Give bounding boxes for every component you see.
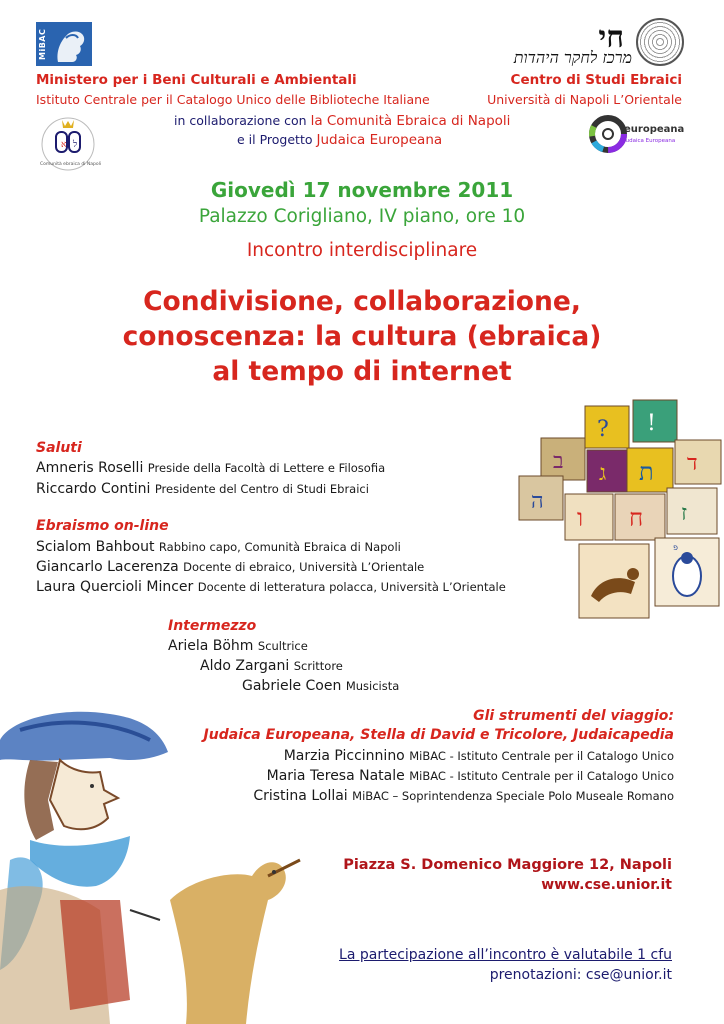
ministry-subtitle: Istituto Centrale per il Catalogo Unico delle Biblioteche Italiane	[36, 92, 430, 107]
letter-block	[519, 476, 563, 520]
letter-block	[655, 538, 719, 606]
strumenti-person-2	[267, 766, 674, 786]
person-name: Maria Teresa Natale	[266, 768, 405, 784]
event-date: Giovedì 17 novembre 2011	[210, 178, 514, 202]
svg-text:ת: ת	[639, 458, 654, 486]
cse-title: Centro di Studi Ebraici	[510, 72, 682, 88]
saluti-person-2	[36, 479, 369, 499]
collaboration-line	[174, 113, 510, 129]
letter-block	[587, 450, 631, 492]
svg-text:ב: ב	[553, 449, 564, 474]
event-title-line3: al tempo di internet	[212, 356, 512, 387]
person-name: Laura Quercioli Mincer	[36, 579, 194, 595]
event-kind: Incontro interdisciplinare	[246, 240, 478, 261]
svg-text:!: !	[647, 411, 656, 436]
intermezzo-person-3	[242, 676, 399, 696]
cse-subtitle: Università di Napoli L’Orientale	[487, 92, 682, 107]
event-title-line2: conoscenza: la cultura (ebraica)	[122, 321, 602, 352]
credit-note: La partecipazione all’incontro è valutabile 1 cfu	[339, 947, 672, 963]
person-name: Marzia Piccinnino	[283, 748, 405, 764]
ministry-title: Ministero per i Beni Culturali e Ambientali	[36, 72, 357, 88]
hebrew-alphabet-blocks-illustration	[515, 398, 724, 628]
strumenti-title-2: Judaica Europeana, Stella di David e Tricolore, Judaicapedia	[203, 727, 674, 743]
letter-block	[633, 400, 677, 442]
person-role: MiBAC - Istituto Centrale per il Catalogo Unico	[409, 749, 674, 763]
letter-block	[565, 494, 613, 540]
person-name: Amneris Roselli	[36, 460, 144, 476]
venue-address: Piazza S. Domenico Maggiore 12, Napoli	[343, 857, 672, 873]
person-role: Rabbino capo, Comunità Ebraica di Napoli	[158, 540, 401, 554]
intermezzo-person-1	[168, 636, 308, 656]
project-name: Judaica Europeana	[316, 132, 443, 148]
ebraismo-person-3	[36, 577, 506, 597]
europeana-swirl-icon	[588, 112, 628, 160]
letter-block	[585, 406, 629, 448]
svg-text:פ: פ	[673, 543, 678, 552]
project-line	[237, 132, 442, 148]
person-name: Aldo Zargani	[200, 658, 290, 674]
strumenti-title-1: Gli strumenti del viaggio:	[473, 708, 674, 724]
letter-block	[667, 488, 717, 534]
europeana-sub: Judaica Europeana	[624, 138, 676, 144]
person-role: MiBAC – Soprintendenza Speciale Polo Museale Romano	[352, 789, 674, 803]
svg-text:ל: ל	[73, 140, 78, 150]
person-role: Presidente del Centro di Studi Ebraici	[154, 482, 369, 496]
collaboration-name: la Comunità Ebraica di Napoli	[310, 113, 511, 129]
person-role: Musicista	[345, 679, 400, 693]
person-name: Gabriele Coen	[242, 678, 342, 694]
person-name: Riccardo Contini	[36, 481, 151, 497]
booking-email[interactable]: prenotazioni: cse@unior.it	[489, 967, 672, 983]
europeana-logo	[588, 112, 685, 162]
saluti-person-1	[36, 458, 385, 478]
svg-text:ה: ה	[531, 489, 544, 514]
mibac-logo	[36, 22, 92, 66]
letter-block	[675, 440, 721, 484]
letter-block	[627, 448, 673, 492]
letter-block	[615, 494, 665, 540]
person-role: Scultrice	[257, 639, 308, 653]
event-place: Palazzo Corigliano, IV piano, ore 10	[198, 206, 526, 227]
person-role: Docente di letteratura polacca, Università L’Orientale	[197, 580, 506, 594]
svg-text:ג: ג	[599, 461, 607, 486]
strumenti-person-3	[253, 786, 674, 806]
svg-text:א: א	[61, 140, 67, 150]
svg-text:ז: ז	[681, 501, 688, 526]
painted-figure-illustration	[0, 700, 320, 1024]
person-role: Docente di ebraico, Università L’Orientale	[183, 560, 425, 574]
person-name: Ariela Böhm	[168, 638, 254, 654]
event-title	[0, 284, 724, 389]
intermezzo-person-2	[200, 656, 343, 676]
ebraismo-title: Ebraismo on-line	[36, 518, 169, 534]
community-logo-text: Comunità ebraica di Napoli	[40, 162, 102, 167]
svg-text:ו: ו	[577, 504, 584, 532]
person-name: Cristina Lollai	[253, 788, 348, 804]
university-seal-icon	[636, 18, 684, 66]
person-role: Scrittore	[293, 659, 343, 673]
mibac-logo-text: MiBAC	[38, 28, 47, 60]
europeana-name: europeana	[624, 124, 685, 135]
letter-block	[541, 438, 585, 480]
letter-block	[579, 544, 649, 618]
svg-text:ד: ד	[687, 451, 698, 476]
saluti-title: Saluti	[36, 440, 82, 456]
jewish-community-logo	[36, 116, 100, 172]
svg-text:?: ?	[597, 417, 609, 442]
intermezzo-title: Intermezzo	[168, 618, 257, 634]
person-name: Giancarlo Lacerenza	[36, 559, 179, 575]
mibac-profile-icon	[36, 22, 92, 66]
svg-text:ח: ח	[629, 504, 644, 532]
person-role: MiBAC - Istituto Centrale per il Catalogo Unico	[409, 769, 674, 783]
project-prefix: e il Progetto	[237, 132, 317, 147]
collaboration-prefix: in collaborazione con	[174, 113, 311, 128]
strumenti-person-1	[284, 746, 674, 766]
event-title-line1: Condivisione, collaborazione,	[143, 286, 581, 317]
person-role: Preside della Facoltà di Lettere e Filosofia	[147, 461, 386, 475]
ebraismo-person-1	[36, 537, 401, 557]
person-name: Scialom Bahbout	[36, 539, 155, 555]
ebraismo-person-2	[36, 557, 424, 577]
cse-logo-mark: חי	[598, 20, 624, 55]
cse-hebrew-name: מרכז לחקר היהדות	[513, 48, 632, 67]
website-link[interactable]: www.cse.unior.it	[541, 877, 672, 893]
